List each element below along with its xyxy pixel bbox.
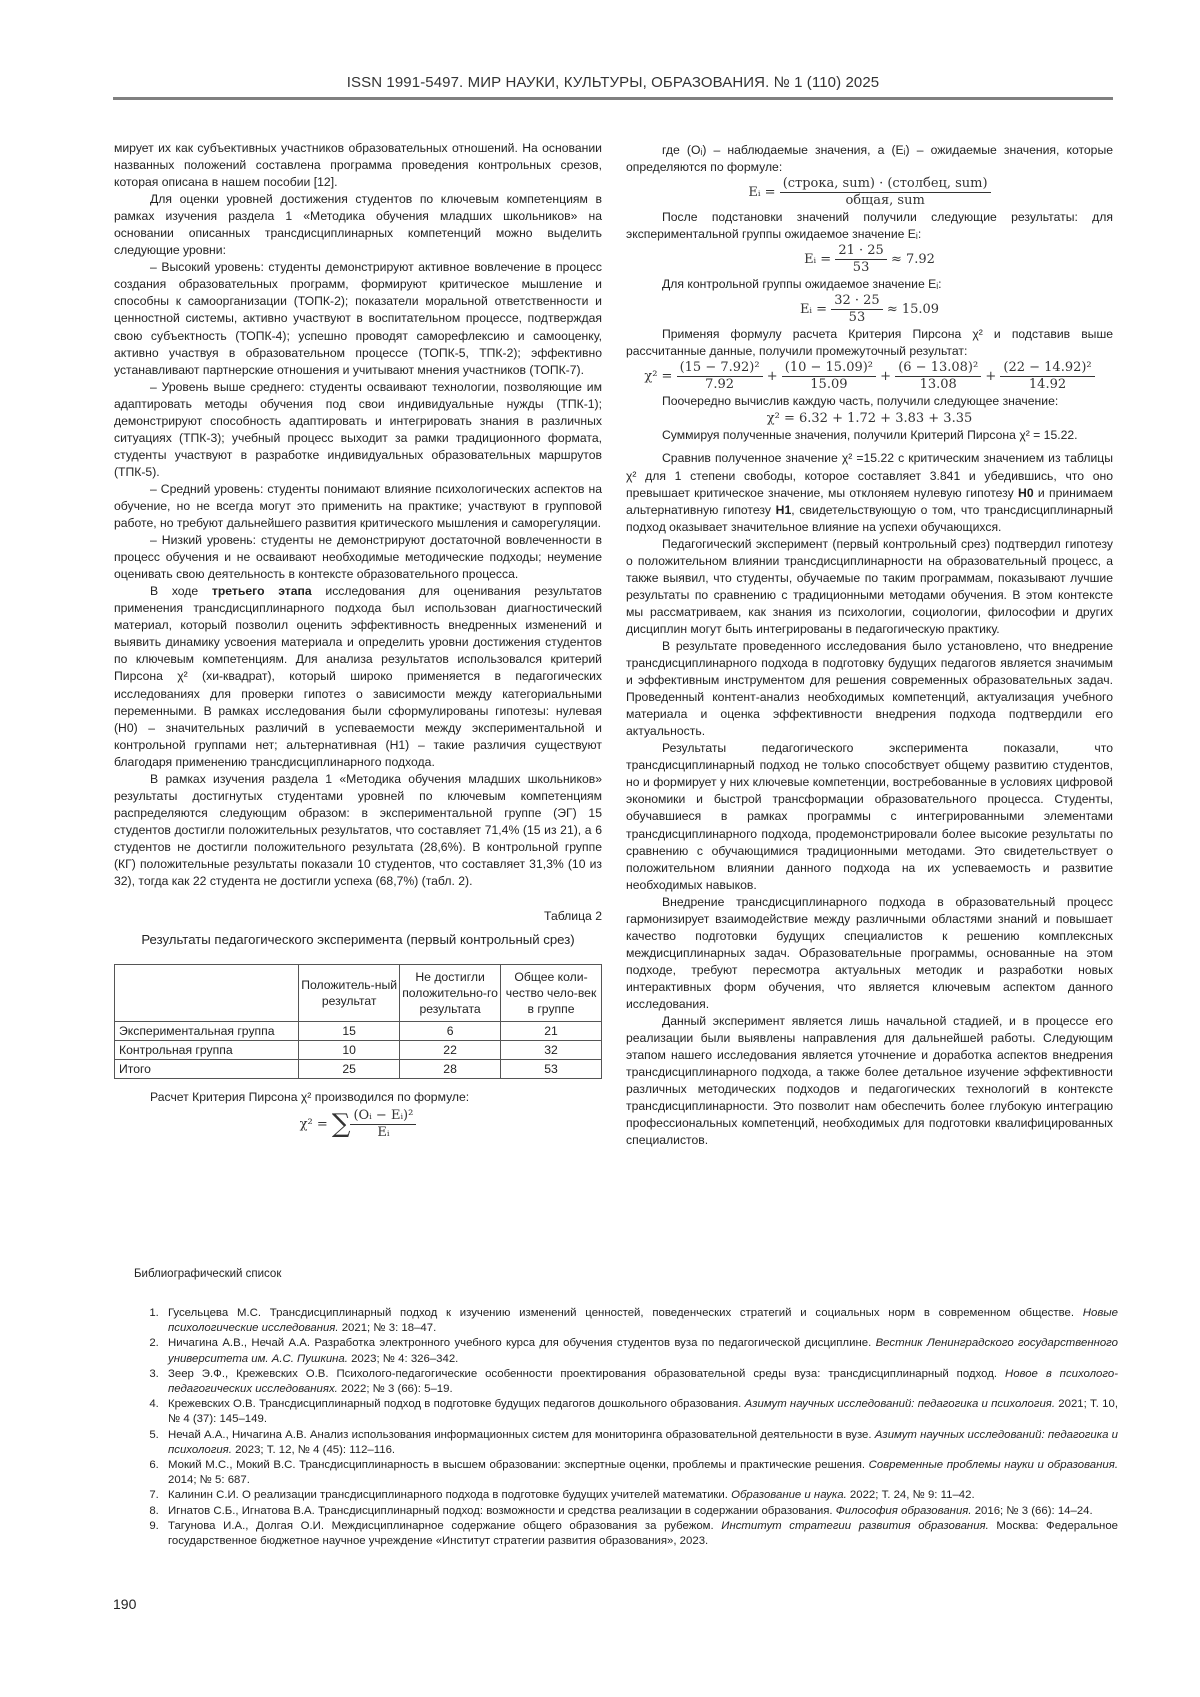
numerator: (22 − 14.92)²	[1000, 360, 1094, 377]
table-cell: 21	[501, 1022, 602, 1041]
paragraph: Результаты педагогического эксперимента показали, что трансдисциплинарный подход не только способствует общему развитию студентов, но и формирует у них ключевые компетенции, востребованные в условиях цифровой экономики и быстрой трансформации образовательного процесса. Студенты, обучавшиеся в рамках программы с интегрированными элементами трансдисциплинарного подхода, продемонстрировали более высокие результаты по сравнению с обучающимися традиционными методами. Это свидетельствует о положительном влиянии данного подхода на их успеваемость и развитие необходимых навыков.	[626, 741, 1113, 892]
running-header: ISSN 1991-5497. МИР НАУКИ, КУЛЬТУРЫ, ОБРАЗОВАНИЯ. № 1 (110) 2025	[346, 74, 880, 91]
table-header-cell	[115, 965, 299, 1022]
ref-text: Ничагина А.В., Нечай А.А. Разработка электронного учебного курса для обучения студентов вуза по педагогической дисциплине.	[168, 1337, 876, 1350]
formula-lhs: χ² =	[299, 1117, 332, 1133]
ref-text: Мокий М.С., Мокий В.С. Трансдисциплинарность в высшем образовании: экспертные оценки, проблемы и практические решения.	[168, 1459, 869, 1472]
references-list	[142, 1306, 1118, 1549]
formula-lhs: Eᵢ =	[799, 302, 832, 318]
table-cell: 28	[400, 1060, 501, 1079]
chi-square-parts: χ² = 6.32 + 1.72 + 3.83 + 3.35	[766, 411, 973, 427]
table-header-cell: Общее коли-чество чело-век в группе	[501, 965, 602, 1022]
list-item-high-level: – Высокий уровень: студенты демонстрируют активное вовлечение в процесс создания образовательных программ, формируют критическое мышление и способны к самоорганизации (ТОПК-2); показатели моральной ответственности и ценностной системы, активно участвуют в воспитательном процессе, подтверждая свою субъектность (ТОПК-4); успешно проводят саморефлексию и самооценку, активно участвуя в образовательном процессе (ТОПК-5, ТПК-2); эффективно устанавливают партнерские отношения и учитывают мнения участников (ТОПК-7).	[114, 260, 602, 377]
text: исследования для оценивания результатов применения трансдисциплинарного подхода был использован диагностический материал, который позволил оценить эффективность внедренных изменений и выявить динамику усвоения материала и определить уровни достижения студентов по ключевым компетенциям. Для анализа результатов использовался критерий Пирсона χ² (хи-квадрат), который широко применяется в педагогических исследованиях для проверки гипотез о зависимости между категориальными переменными. В рамках исследования были сформулированы гипотезы: нулевая (H0) – значительных различий в успеваемости между экспериментальной и контрольной группами нет; альтернативная (H1) – такие различия существуют благодаря применению трансдисциплинарного подхода.	[114, 584, 602, 769]
plus-sign: +	[876, 369, 896, 385]
formula-lhs: Eᵢ =	[748, 185, 780, 201]
fraction	[1000, 360, 1094, 393]
fraction	[780, 176, 991, 209]
table-title: Результаты педагогического эксперимента (первый контрольный срез)	[141, 932, 575, 948]
ref-details: 2022; № 3 (66): 5–19.	[337, 1383, 453, 1396]
ref-source: Институт стратегии развития образования.	[721, 1519, 989, 1532]
text: В ходе	[150, 584, 212, 599]
denominator: 14.92	[1028, 377, 1067, 393]
fraction	[831, 293, 882, 326]
bold-term: H1	[775, 502, 792, 517]
ref-source: Азимут научных исследований: педагогика и психология.	[168, 1428, 1118, 1456]
reference-item	[162, 1428, 1118, 1458]
ref-details: 2014; № 5: 687.	[168, 1474, 250, 1487]
table-cell: 15	[299, 1022, 400, 1041]
paragraph: Данный эксперимент является лишь начальной стадией, и в процессе его реализации были выявлены направления для дальнейшей работы. Следующим этапом нашего исследования является уточнение и доработка аспектов внедрения трансдисциплинарного подхода, а также более детальное изучение эффективности различных методических подходов и педагогических технологий в контексте трансдисциплинарности. Это позволит нам обеспечить более глубокую интеграцию профессиональных компетенций, необходимых для подготовки квалифицированных специалистов.	[626, 1014, 1113, 1148]
header-rule	[113, 97, 1113, 100]
paragraph: мирует их как субъективных участников образовательных отношений. На основании названных положений составлена программа проведения контрольных срезов, которая описана в нашем пособии [12].	[114, 141, 602, 190]
list-item-above-average-level: – Уровень выше среднего: студенты осваивают технологии, позволяющие им адаптировать методы обучения под свои индивидуальные нужды (ТПК-1); демонстрируют способность адаптировать и интегрировать знания в различных ситуациях (ТПК-3); учебный процесс выходит за рамки традиционного формата, студенты участвуют в разработке индивидуальных образовательных маршрутов (ТПК-5).	[114, 379, 602, 479]
denominator: общая, sum	[845, 193, 925, 209]
left-column	[114, 140, 602, 1141]
denominator: 13.08	[919, 377, 957, 393]
ref-source: Современные проблемы науки и образования.	[868, 1459, 1118, 1472]
table-cell: 32	[501, 1041, 602, 1060]
ref-text: Гусельцева М.С. Трансдисциплинарный подход к изучению изменений ценностей, поведенческих стратегий и социальных норм в современном обществе.	[168, 1307, 1083, 1319]
ref-text: Зеер Э.Ф., Крежевских О.В. Психолого-педагогические особенности проектирования образовательной среды вуза: трансдисциплинарный подход.	[168, 1367, 1005, 1380]
denominator: 53	[848, 310, 866, 326]
ref-text: Игнатов С.Б., Игнатова В.А. Трансдисциплинарный подход: возможности и средства реализации в содержании образования.	[168, 1504, 836, 1517]
table-cell: 10	[299, 1041, 400, 1060]
fraction	[782, 360, 876, 393]
numerator: (6 − 13.08)²	[895, 360, 981, 377]
numerator: (строка, sum) · (столбец, sum)	[780, 176, 991, 193]
paragraph: После подстановки значений получили следующие результаты: для экспериментальной группы ожидаемое значение Eᵢ:	[626, 210, 1113, 242]
ref-text: Калинин С.И. О реализации трансдисциплинарного подхода в подготовке будущих учителей математики.	[168, 1489, 732, 1502]
table-cell: 22	[400, 1041, 501, 1060]
plus-sign: +	[981, 369, 1001, 385]
reference-item	[162, 1306, 1118, 1336]
ref-source: Вестник Ленинградского государственного университета им. А.С. Пушкина.	[168, 1337, 1119, 1365]
paragraph: Внедрение трансдисциплинарного подхода в образовательный процесс гармонизирует взаимодействие между различными областями знаний и повышает качество подготовки будущих специалистов к решению комплексных междисциплинарных задач. Образовательные программы, основанные на этом подходе, требуют пересмотра актуальных методик и разработки новых интерактивных форм обучения, что является ключевым аспектом данного исследования.	[626, 894, 1113, 1011]
denominator: 7.92	[705, 377, 735, 393]
list-item-low-level: – Низкий уровень: студенты не демонстрируют достаточной вовлеченности в процесс обучения и не осваивают необходимые методические подходы; неумение оценивать свою деятельность в контексте образовательного процесса.	[114, 533, 602, 582]
formula-lhs: χ² =	[644, 369, 677, 385]
table-row	[115, 1041, 602, 1060]
chi-square-formula	[114, 1108, 602, 1141]
expected-value-formula	[626, 176, 1113, 209]
ref-source: Философия образования.	[835, 1504, 972, 1517]
numerator: 21 · 25	[835, 243, 886, 260]
ref-details: 2016; № 3 (66): 14–24.	[971, 1504, 1093, 1517]
fraction	[677, 360, 763, 393]
ref-source: Образование и наука.	[731, 1489, 847, 1502]
right-column	[626, 142, 1113, 1149]
paragraph-third-stage	[114, 583, 602, 771]
paragraph: В результате проведенного исследования было установлено, что внедрение трансдисциплинарного подхода в подготовку будущих педагогов является значимым и эффективным инструментом для решения современных образовательных задач. Проведенный контент-анализ необходимых компетенций, актуализация учебного материала и оценка эффективности внедрения подхода подтвердили его актуальность.	[626, 638, 1113, 739]
paragraph: Применяя формулу расчета Критерия Пирсона χ² и подставив выше рассчитанные данные, получили промежуточный результат:	[626, 327, 1113, 359]
ref-details: 2021; № 3: 18–47.	[338, 1322, 437, 1335]
paragraph: Для контрольной группы ожидаемое значение Eᵢ:	[662, 277, 942, 292]
formula-result: ≈ 7.92	[886, 252, 935, 268]
plus-sign: +	[762, 369, 782, 385]
ref-text: Тагунова И.А., Долгая О.И. Междисциплинарное содержание общего образования за рубежом.	[168, 1519, 722, 1532]
bold-term: третьего этапа	[211, 584, 312, 599]
text: , свидетельствующую о том, что трансдисциплинарный подход оказывает значительное влияние на успехи обучающихся.	[626, 502, 1113, 534]
ref-details: 2023; Т. 12, № 4 (45): 112–116.	[231, 1443, 396, 1456]
text: и принимаем альтернативную гипотезу	[626, 485, 1114, 517]
fraction	[835, 243, 886, 276]
table-cell: Контрольная группа	[115, 1041, 299, 1060]
ref-text: Крежевских О.В. Трансдисциплинарный подход в подготовке будущих педагогов дошкольного образования.	[168, 1398, 745, 1411]
table-header-cell: Не достигли положительно-го результата	[400, 965, 501, 1022]
bold-term: H0	[1018, 485, 1034, 500]
table-number: Таблица 2	[544, 909, 602, 924]
ref-source: Азимут научных исследований: педагогика и психология.	[744, 1398, 1056, 1411]
table-header-row	[115, 965, 602, 1022]
page-number: 190	[113, 1596, 137, 1612]
chi-square-substitution	[626, 360, 1113, 393]
ref-source: Новое в психолого-педагогических исследованиях.	[168, 1367, 1119, 1396]
text: Сравнив полученное значение χ² =15.22 с критическим значением из таблицы χ² для 1 степени свободы, которое составляет 3.841 и убедившись, что оно превышает критическое значение, мы отклоняем нулевую гипотезу	[626, 451, 1113, 500]
ref-source: Новые психологические исследования.	[168, 1307, 1118, 1335]
numerator: (Oᵢ − Eᵢ)²	[350, 1108, 416, 1125]
ref-details: 2021; Т. 10, № 4 (37): 145–149.	[168, 1398, 1118, 1426]
reference-item	[162, 1519, 1118, 1549]
list-item-average-level: – Средний уровень: студенты понимают влияние психологических аспектов на обучение, но не всегда могут это применить на практике; участвуют в групповой работе, но требуют дальнейшего развития критического мышления и саморегуляции.	[114, 481, 602, 531]
denominator: 15.09	[810, 377, 848, 393]
references-title: Библиографический список	[134, 1268, 282, 1280]
reference-item	[162, 1458, 1118, 1488]
ref-details: Москва: Федеральное государственное бюджетное научное учреждение «Институт стратегии развития образования», 2023.	[168, 1519, 1118, 1548]
paragraph: Педагогический эксперимент (первый контрольный срез) подтвердил гипотезу о положительном влиянии трансдисциплинарности на образовательный процесс, а также выявил, что студенты, обучаемые по таким программам, показывают лучшие результаты по сравнению с традиционными методами обучения. В этом контексте мы рассматриваем, как знания из психологии, социологии, философии и других дисциплин могут быть интегрированы в педагогическую практику.	[626, 536, 1113, 636]
paragraph: Для оценки уровней достижения студентов по ключевым компетенциям в рамках изучения раздела 1 «Методика обучения младших школьников» на основании описанных трансдисциплинарных компетенций можно выделить следующие уровни:	[114, 192, 602, 258]
denominator: 53	[852, 260, 870, 276]
table-cell: 53	[501, 1060, 602, 1079]
table-row	[115, 1022, 602, 1041]
reference-item	[162, 1367, 1118, 1397]
table-row	[115, 1060, 602, 1079]
reference-item	[162, 1397, 1118, 1427]
sigma-symbol: ∑	[331, 1109, 351, 1140]
paragraph: где (Oᵢ) – наблюдаемые значения, а (Eᵢ) – ожидаемые значения, которые определяются по формуле:	[626, 143, 1113, 175]
expected-value-experimental	[626, 243, 1113, 276]
table-cell: Экспериментальная группа	[115, 1022, 299, 1041]
fraction	[895, 360, 981, 393]
paragraph-hypothesis	[626, 450, 1113, 535]
fraction	[350, 1108, 416, 1141]
numerator: 32 · 25	[831, 293, 882, 310]
table-cell: 25	[299, 1060, 400, 1079]
ref-text: Нечай А.А., Ничагина А.В. Анализ использования информационных систем для мониторинга образовательной деятельности в вузе.	[168, 1428, 875, 1441]
numerator: (15 − 7.92)²	[677, 360, 763, 377]
numerator: (10 − 15.09)²	[782, 360, 876, 377]
formula-intro: Расчет Критерия Пирсона χ² производился по формуле:	[150, 1090, 470, 1105]
ref-details: 2023; № 4: 326–342.	[347, 1352, 459, 1365]
table-cell: Итого	[115, 1060, 299, 1079]
denominator: Eᵢ	[377, 1125, 390, 1141]
paragraph: Суммируя полученные значения, получили Критерий Пирсона χ² = 15.22.	[662, 428, 1078, 443]
reference-item	[162, 1504, 1118, 1519]
paragraph: Поочередно вычислив каждую часть, получили следующее значение:	[662, 394, 1059, 409]
ref-details: 2022; Т. 24, № 9: 11–42.	[846, 1489, 975, 1502]
formula-result: ≈ 15.09	[882, 302, 940, 318]
results-table	[114, 964, 602, 1079]
table-header-cell: Положитель-ный результат	[299, 965, 400, 1022]
formula-lhs: Eᵢ =	[804, 252, 836, 268]
reference-item	[162, 1488, 1118, 1503]
paragraph: В рамках изучения раздела 1 «Методика обучения младших школьников» результаты достигнутых студентами уровней по ключевым компетенциям распределяются следующим образом: в экспериментальной группе (ЭГ) 15 студентов достигли положительных результатов, что составляет 71,4% (15 из 21), а 6 студентов не достигли положительного результата (28,6%). В контрольной группе (КГ) положительные результаты показали 10 студентов, что составляет 31,3% (10 из 32), тогда как 22 студента не достигли успеха (68,7%) (табл. 2).	[114, 771, 602, 889]
reference-item	[162, 1336, 1118, 1366]
table-cell: 6	[400, 1022, 501, 1041]
expected-value-control	[626, 293, 1113, 326]
